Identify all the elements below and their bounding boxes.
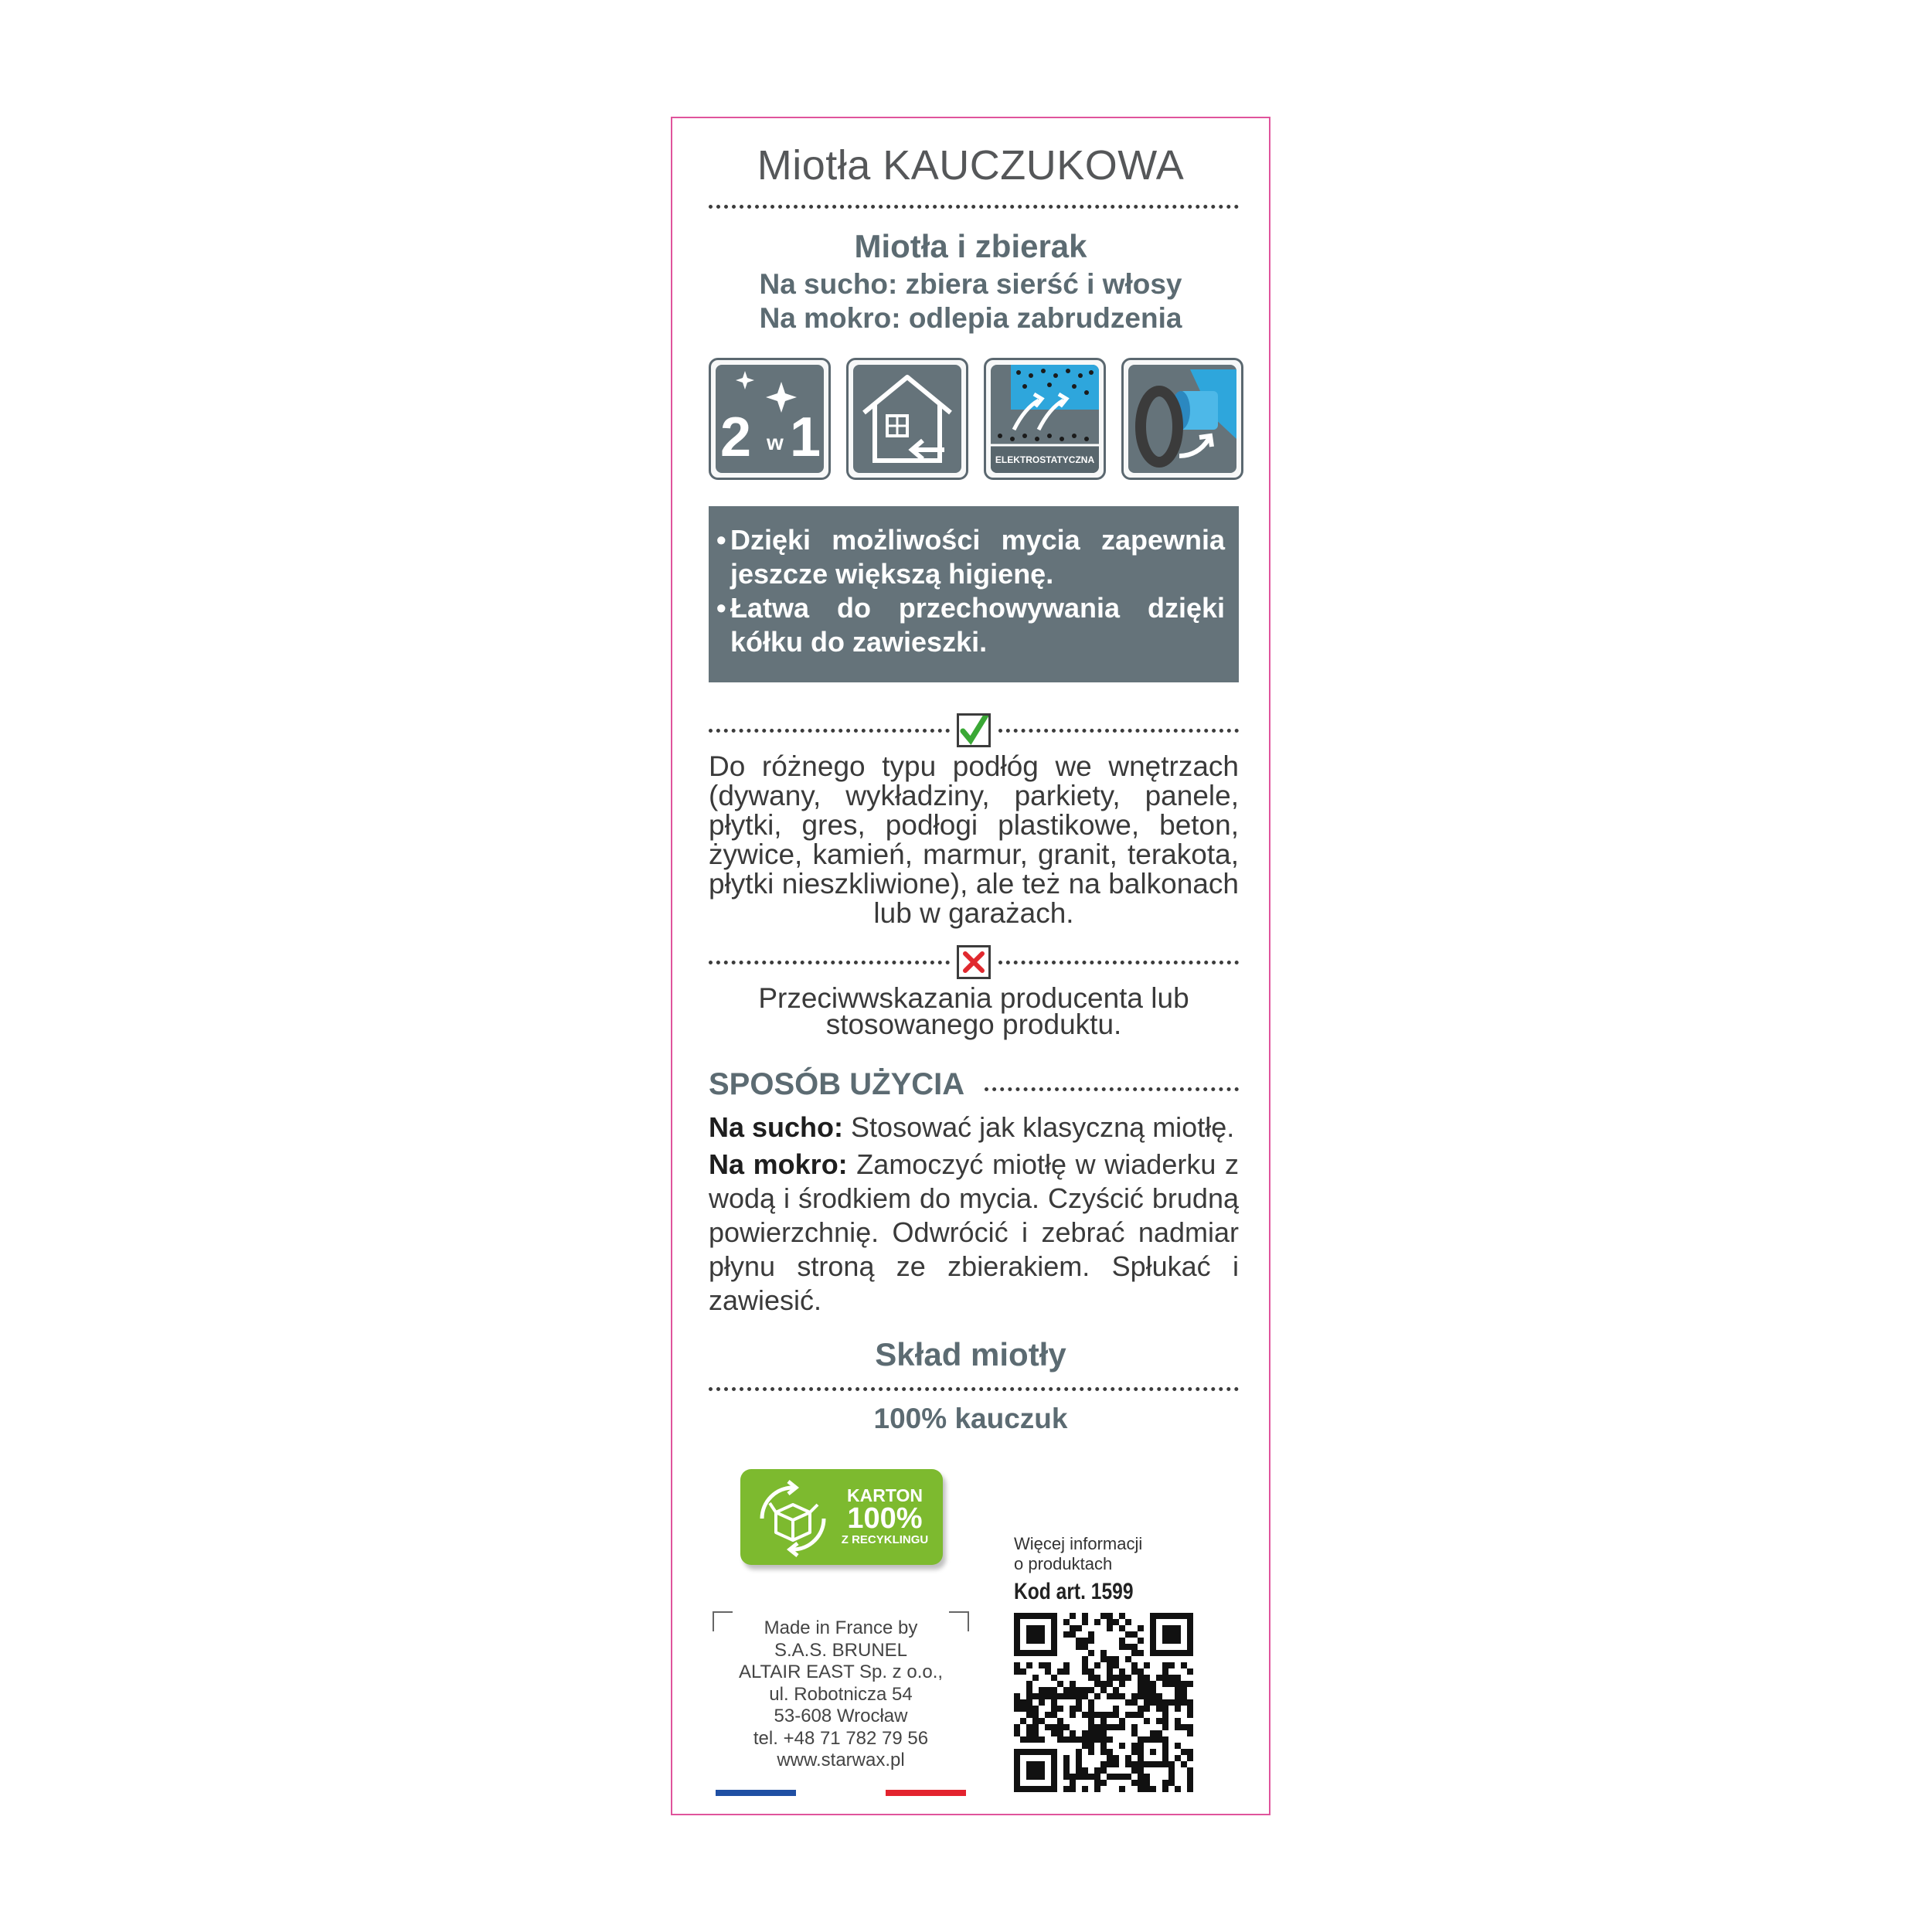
more-info-line: Więcej informacji [1014,1534,1143,1553]
badge-line: Z RECYKLINGU [841,1533,929,1546]
maker-line: 53-608 Wrocław [774,1706,908,1726]
hanging-ring-icon [1121,358,1243,480]
maker-line: Made in France by [764,1617,918,1638]
composition-value: 100% kauczuk [873,1403,1068,1434]
benefits-box [709,506,1239,682]
more-info-text [1014,1534,1142,1574]
divider [985,1087,1239,1091]
maker-line: S.A.S. BRUNEL [774,1639,908,1661]
wet-feature-line: Na mokro: odlepia zabrudzenia [759,302,1182,334]
benefit-item: • Łatwa do przechowywania dzięki kółku do zawieszki. [716,592,1225,658]
contraindications-text [709,982,1239,1040]
dry-feature-line: Na sucho: zbiera sierść i włosy [759,268,1182,300]
benefit-text: Łatwa do przechowywania dzięki kółku do zawieszki. [730,592,1225,658]
divider [709,1387,1239,1391]
divider [998,729,1239,733]
divider [709,729,950,733]
badge-percent: 100% [847,1502,923,1535]
article-code: Kod art. 1599 [1014,1579,1134,1604]
more-info-line: o produktach [1014,1554,1113,1573]
usage-dry-text: Stosować jak klasyczną miotłę. [843,1111,1235,1143]
usage-heading: SPOSÓB UŻYCIA [709,1067,965,1101]
usage-dry-label: Na sucho: [709,1111,844,1143]
product-label [671,117,1270,1815]
manufacturer-info [713,1617,969,1772]
benefit-text: Dzięki możliwości mycia zapewnia jeszcze większą higienę. [730,524,1225,590]
svg-text:2: 2 [720,406,752,468]
flag-stripe-blue [716,1790,796,1796]
usage-wet [709,1148,1239,1318]
contraindications-line: Przeciwwskazania producenta lub [758,982,1189,1014]
benefit-item: • Dzięki możliwości mycia zapewnia jeszcze większą higienę. [716,524,1225,590]
usage-wet-label: Na mokro: [709,1148,848,1180]
electrostatic-icon [984,358,1106,480]
recycle-box-icon [747,1472,838,1563]
svg-text:ELEKTROSTATYCZNA: ELEKTROSTATYCZNA [995,454,1095,465]
divider [709,961,950,964]
recycled-carton-badge [740,1469,943,1565]
two-in-one-icon [709,358,831,480]
contraindications-line: stosowanego produktu. [825,1009,1122,1040]
usage-dry [709,1111,1239,1145]
svg-text:w: w [767,430,784,454]
cross-icon [957,945,991,979]
maker-line: tel. +48 71 782 79 56 [753,1727,929,1749]
usage-instructions [709,1111,1239,1321]
qr-code[interactable] [1014,1613,1193,1792]
product-subtitle: Miotła i zbierak [854,228,1087,264]
badge-line: KARTON [847,1485,923,1505]
suitable-surfaces-text: Do różnego typu podłóg we wnętrzach (dywany, wykładziny, parkiety, panele, płytki, gres, podłogi plastikowe, beton, żywice, kamień, marmur, granit, terakota, płytki nieszkliwione), ale też na balkonach lub w garażach. [709,750,1239,929]
flag-stripe-red [886,1790,966,1796]
indoor-house-icon [846,358,968,480]
maker-line: ul. Robotnicza 54 [769,1683,913,1705]
svg-text:1: 1 [790,406,821,468]
product-title: Miotła KAUCZUKOWA [757,142,1185,189]
maker-website: www.starwax.pl [777,1750,905,1770]
composition-title: Skład miotły [875,1336,1066,1372]
divider [998,961,1239,964]
divider [709,205,1239,209]
usage-wet-text: Zamoczyć miotłę w wiaderku z wodą i środkiem do mycia. Czyścić brudną powierzchnię. Odwrócić i zebrać nadmiar płynu stroną ze zbierakiem. Spłukać i zawiesić. [709,1148,1239,1316]
checkmark-icon [957,713,991,747]
maker-line: ALTAIR EAST Sp. z o.o., [738,1662,944,1682]
